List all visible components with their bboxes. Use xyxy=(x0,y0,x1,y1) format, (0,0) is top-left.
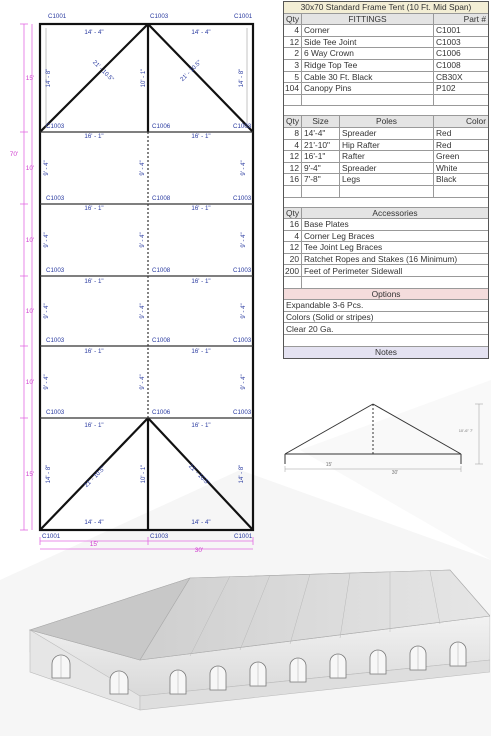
row-qty: 12 xyxy=(284,151,302,162)
row-size: 21'-10" xyxy=(302,140,340,151)
spacer xyxy=(284,106,488,116)
row-name xyxy=(302,95,434,106)
row-name: Legs xyxy=(340,174,434,185)
option-row xyxy=(284,300,488,312)
table-row-empty xyxy=(284,186,488,198)
row-name: Ratchet Ropes and Stakes (16 Minimum) xyxy=(304,253,458,264)
row-name: Side Tee Joint xyxy=(302,37,434,48)
row-qty: 12 xyxy=(284,37,302,48)
row-qty: 16 xyxy=(284,174,302,185)
row-qty: 12 xyxy=(284,163,302,174)
dim-9-4: 9' - 4" xyxy=(44,303,50,319)
header-poles: Poles xyxy=(340,116,434,127)
row-name: Tee Joint Leg Braces xyxy=(304,242,383,253)
dim-16-1: 16' - 1" xyxy=(191,278,211,285)
table-row xyxy=(284,128,488,140)
fitting-label-c1003: C1003 xyxy=(46,195,65,202)
row-part xyxy=(434,95,488,106)
row-size: 7'-8" xyxy=(302,174,340,185)
header-qty: Qty xyxy=(284,14,302,25)
header-color: Color xyxy=(465,116,486,127)
row-name: Ridge Top Tee xyxy=(302,60,434,71)
row-name: Corner Leg Braces xyxy=(304,230,375,241)
row-qty: 4 xyxy=(284,25,302,36)
option-text: Expandable 3-6 Pcs. xyxy=(286,300,364,311)
row-size: 9'-4" xyxy=(302,163,340,174)
header-qty: Qty xyxy=(284,208,302,219)
dimension-lines xyxy=(20,24,253,549)
row-qty: 12 xyxy=(284,242,302,253)
dim-21-10-5: 21' - 10.5" xyxy=(187,463,211,487)
dim-30: 30' xyxy=(194,547,204,554)
row-size: 16'-1" xyxy=(302,151,340,162)
header-qty: Qty xyxy=(284,116,302,127)
dim-15: 15' xyxy=(89,541,99,548)
fitting-label-c1001: C1001 xyxy=(234,533,253,540)
dim-14-4: 14' - 4" xyxy=(84,519,104,526)
dim-10-1: 10' - 1" xyxy=(141,68,147,88)
fitting-label-c1003: C1003 xyxy=(233,337,252,344)
spacer xyxy=(284,198,488,208)
header-fittings: FITTINGS xyxy=(302,14,434,25)
fitting-label-c1008: C1008 xyxy=(152,267,171,274)
dim-14-8: 14' - 8" xyxy=(239,68,245,88)
parts-table xyxy=(283,1,489,359)
accessories-header xyxy=(284,208,488,220)
profile-half-width-label: 15' xyxy=(325,462,333,468)
option-row-empty xyxy=(284,335,488,347)
dim-10: 10' xyxy=(25,308,35,315)
fitting-label-c1003: C1003 xyxy=(46,267,65,274)
row-name: 6 Way Crown xyxy=(302,48,434,59)
dim-16-1: 16' - 1" xyxy=(84,422,104,429)
fitting-label-c1003: C1003 xyxy=(233,123,252,130)
floor-plan xyxy=(0,0,280,560)
profile-width-label: 30' xyxy=(391,470,399,476)
table-title: 30x70 Standard Frame Tent (10 Ft. Mid Span) xyxy=(284,2,488,13)
dim-14-4: 14' - 4" xyxy=(191,29,211,36)
dim-10-1: 10' - 1" xyxy=(141,464,147,484)
fitting-label-c1006: C1006 xyxy=(152,409,171,416)
row-color xyxy=(434,186,488,197)
table-row xyxy=(284,231,488,243)
row-name: Hip Rafter xyxy=(340,140,434,151)
table-row xyxy=(284,174,488,186)
dim-16-1: 16' - 1" xyxy=(84,205,104,212)
row-color: Black xyxy=(436,174,457,185)
fitting-label-c1003: C1003 xyxy=(233,267,252,274)
dim-14-4: 14' - 4" xyxy=(84,29,104,36)
row-part: C1006 xyxy=(436,48,461,59)
row-color: Green xyxy=(436,151,460,162)
dim-15: 15' xyxy=(25,471,35,478)
row-name: Corner xyxy=(302,25,434,36)
dim-9-4: 9' - 4" xyxy=(241,303,247,319)
table-row xyxy=(284,151,488,163)
options-header xyxy=(284,289,488,301)
table-row xyxy=(284,265,488,277)
dim-70: 70' xyxy=(9,151,19,158)
header-size: Size xyxy=(302,116,340,127)
tent-profile xyxy=(283,396,487,476)
fitting-label-c1001: C1001 xyxy=(42,533,61,540)
poles-header xyxy=(284,116,488,128)
option-text: Clear 20 Ga. xyxy=(286,323,334,334)
dim-9-4: 9' - 4" xyxy=(44,374,50,390)
dim-9-4: 9' - 4" xyxy=(44,160,50,176)
table-row xyxy=(284,25,488,37)
row-name xyxy=(340,186,434,197)
row-part: CB30X xyxy=(436,71,463,82)
row-qty: 4 xyxy=(284,140,302,151)
option-text: Colors (Solid or stripes) xyxy=(286,311,374,322)
dim-21-10-5: 21' - 10.5" xyxy=(179,59,203,83)
fitting-label-c1003: C1003 xyxy=(233,195,252,202)
fitting-label-c1003: C1003 xyxy=(46,337,65,344)
frame-bays xyxy=(40,132,253,418)
row-name: Base Plates xyxy=(304,219,349,230)
row-size: 14'-4" xyxy=(302,128,340,139)
dim-9-4: 9' - 4" xyxy=(140,303,146,319)
row-qty xyxy=(284,95,302,106)
row-name: Feet of Perimeter Sidewall xyxy=(304,265,403,276)
row-qty: 16 xyxy=(284,219,302,230)
dim-16-1: 16' - 1" xyxy=(191,348,211,355)
dim-10: 10' xyxy=(25,165,35,172)
profile-dim-lines xyxy=(285,404,483,472)
dim-21-10-5: 21' - 10.5" xyxy=(83,465,107,489)
row-qty: 3 xyxy=(284,60,302,71)
dim-16-1: 16' - 1" xyxy=(191,422,211,429)
row-name xyxy=(302,277,488,288)
fitting-label-c1001: C1001 xyxy=(48,13,67,20)
row-part: C1008 xyxy=(436,60,461,71)
fitting-label-c1003: C1003 xyxy=(150,533,169,540)
row-size xyxy=(302,186,340,197)
notes-header xyxy=(284,347,488,359)
dim-9-4: 9' - 4" xyxy=(44,232,50,248)
row-part: C1003 xyxy=(436,36,461,47)
fitting-label-c1003: C1003 xyxy=(46,123,65,130)
options-title: Options xyxy=(371,288,401,299)
dim-16-1: 16' - 1" xyxy=(191,133,211,140)
dim-16-1: 16' - 1" xyxy=(84,278,104,285)
fittings-header xyxy=(284,14,488,26)
dim-9-4: 9' - 4" xyxy=(241,160,247,176)
table-row xyxy=(284,72,488,84)
row-name: Cable 30 Ft. Black xyxy=(302,72,434,83)
row-qty: 200 xyxy=(284,265,302,276)
row-name: Canopy Pins xyxy=(302,83,434,94)
dim-16-1: 16' - 1" xyxy=(191,205,211,212)
row-qty: 104 xyxy=(284,83,302,94)
dim-14-8: 14' - 8" xyxy=(46,464,52,484)
table-row xyxy=(284,242,488,254)
dim-14-8: 14' - 8" xyxy=(239,464,245,484)
frame-grid xyxy=(40,24,253,530)
dim-16-1: 16' - 1" xyxy=(84,133,104,140)
table-row xyxy=(284,219,488,231)
tent-rendering xyxy=(20,560,490,732)
fitting-label-c1001: C1001 xyxy=(234,13,253,20)
row-qty: 20 xyxy=(284,254,302,265)
row-qty: 8 xyxy=(284,128,302,139)
row-qty: 2 xyxy=(284,48,302,59)
fitting-label-c1003: C1003 xyxy=(150,13,169,20)
row-color: Red xyxy=(436,139,452,150)
dim-9-4: 9' - 4" xyxy=(140,374,146,390)
row-color: Red xyxy=(436,128,452,139)
row-qty xyxy=(284,277,302,288)
table-row xyxy=(284,60,488,72)
option-text xyxy=(284,335,488,346)
table-row xyxy=(284,140,488,152)
row-color: White xyxy=(436,162,458,173)
table-row xyxy=(284,163,488,175)
dim-9-4: 9' - 4" xyxy=(140,232,146,248)
option-row xyxy=(284,323,488,335)
row-name: Spreader xyxy=(340,163,434,174)
dim-14-4: 14' - 4" xyxy=(191,519,211,526)
dim-10: 10' xyxy=(25,237,35,244)
dim-21-10-5: 21' - 10.5" xyxy=(91,59,115,83)
fitting-label-c1006: C1006 xyxy=(152,123,171,130)
option-row xyxy=(284,312,488,324)
row-part: C1001 xyxy=(436,25,461,36)
dim-16-1: 16' - 1" xyxy=(84,348,104,355)
table-row xyxy=(284,48,488,60)
row-qty: 5 xyxy=(284,72,302,83)
profile-frame xyxy=(285,404,461,464)
header-part: Part # xyxy=(463,13,486,24)
row-qty xyxy=(284,186,302,197)
table-row-empty xyxy=(284,95,488,107)
table-row xyxy=(284,254,488,266)
fitting-label-c1008: C1008 xyxy=(152,337,171,344)
table-row xyxy=(284,37,488,49)
dim-9-4: 9' - 4" xyxy=(241,374,247,390)
notes-title: Notes xyxy=(375,347,397,358)
dim-10: 10' xyxy=(25,379,35,386)
dim-14-8: 14' - 8" xyxy=(46,68,52,88)
row-name: Rafter xyxy=(340,151,434,162)
fitting-label-c1008: C1008 xyxy=(152,195,171,202)
row-part: P102 xyxy=(436,83,456,94)
bay-dims xyxy=(10,75,203,554)
dim-15: 15' xyxy=(25,75,35,82)
row-name: Spreader xyxy=(340,128,434,139)
row-qty: 4 xyxy=(284,231,302,242)
fitting-label-c1003: C1003 xyxy=(46,409,65,416)
dim-9-4: 9' - 4" xyxy=(140,160,146,176)
profile-height-label: 10'-6" 7' xyxy=(458,428,473,433)
dim-9-4: 9' - 4" xyxy=(241,232,247,248)
header-accessories: Accessories xyxy=(372,207,418,218)
table-row xyxy=(284,83,488,95)
fitting-label-c1003: C1003 xyxy=(233,409,252,416)
table-row-empty xyxy=(284,277,488,289)
